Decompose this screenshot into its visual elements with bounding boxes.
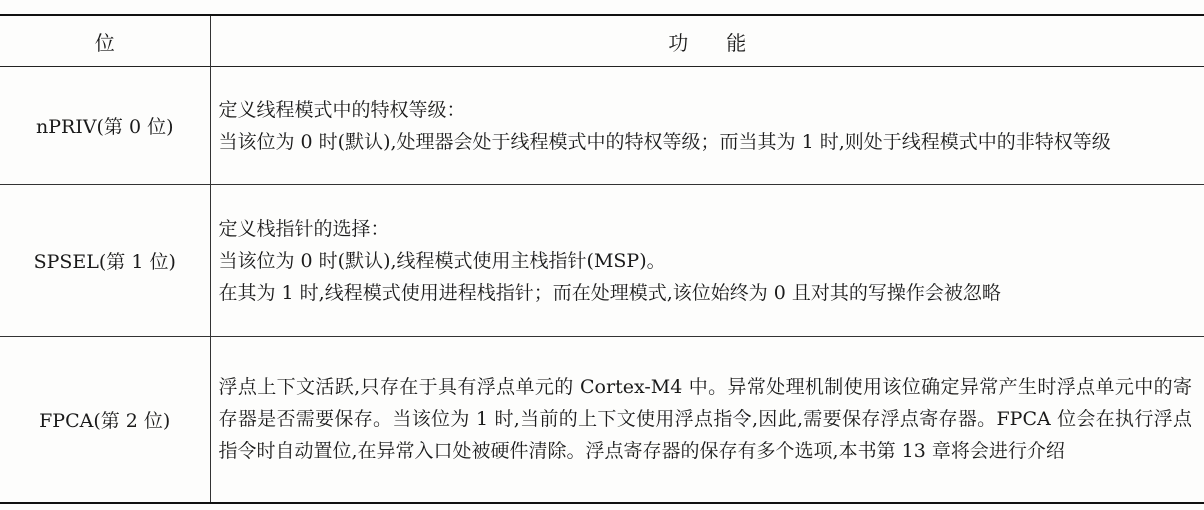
header-function-label: 功能: [668, 30, 785, 55]
table-row-npriv: [0, 67, 1204, 185]
table-body: [0, 67, 1204, 503]
function-spsel-line-3: 在其为 1 时,线程模式使用进程栈指针；而在处理模式,该位始终为 0 且对其的写操作会被忽略: [218, 281, 1001, 304]
function-npriv-line-1: 定义线程模式中的特权等级：: [218, 98, 466, 121]
function-npriv-line-2: 当该位为 0 时(默认),处理器会处于线程模式中的特权等级；而当其为 1 时,则处于线程模式中的非特权等级: [218, 130, 1111, 153]
bit-name-npriv: nPRIV(第 0 位): [0, 67, 210, 185]
bit-name-spsel: SPSEL(第 1 位): [0, 185, 210, 337]
function-spsel: [210, 185, 1204, 337]
header-bit-label: 位: [94, 30, 115, 55]
header-function: [210, 15, 1204, 67]
bit-name-fpca: FPCA(第 2 位): [0, 337, 210, 503]
header-bit: [0, 15, 210, 67]
table-row-spsel: [0, 185, 1204, 337]
header-row: [0, 15, 1204, 67]
function-spsel-line-2: 当该位为 0 时(默认),线程模式使用主栈指针(MSP)。: [218, 249, 666, 272]
function-fpca-line-1: 浮点上下文活跃,只存在于具有浮点单元的 Cortex-M4 中。异常处理机制使用该位确定异常产生时浮点单元中的寄存器是否需要保存。当该位为 1 时,当前的上下文使用浮点指令,因此,需要保存浮点寄存器。FPCA 位会在执行浮点指令时自动置位,在异常入口处被硬件清除。浮点寄存器的保存有多个选项,本书第 13 章将会进行介绍: [218, 376, 1192, 463]
table-row-fpca: [0, 337, 1204, 503]
bit-function-table: [0, 14, 1204, 504]
function-spsel-line-1: 定义栈指针的选择：: [218, 217, 390, 240]
function-fpca: [210, 337, 1204, 503]
table-header: [0, 15, 1204, 67]
function-npriv: [210, 67, 1204, 185]
